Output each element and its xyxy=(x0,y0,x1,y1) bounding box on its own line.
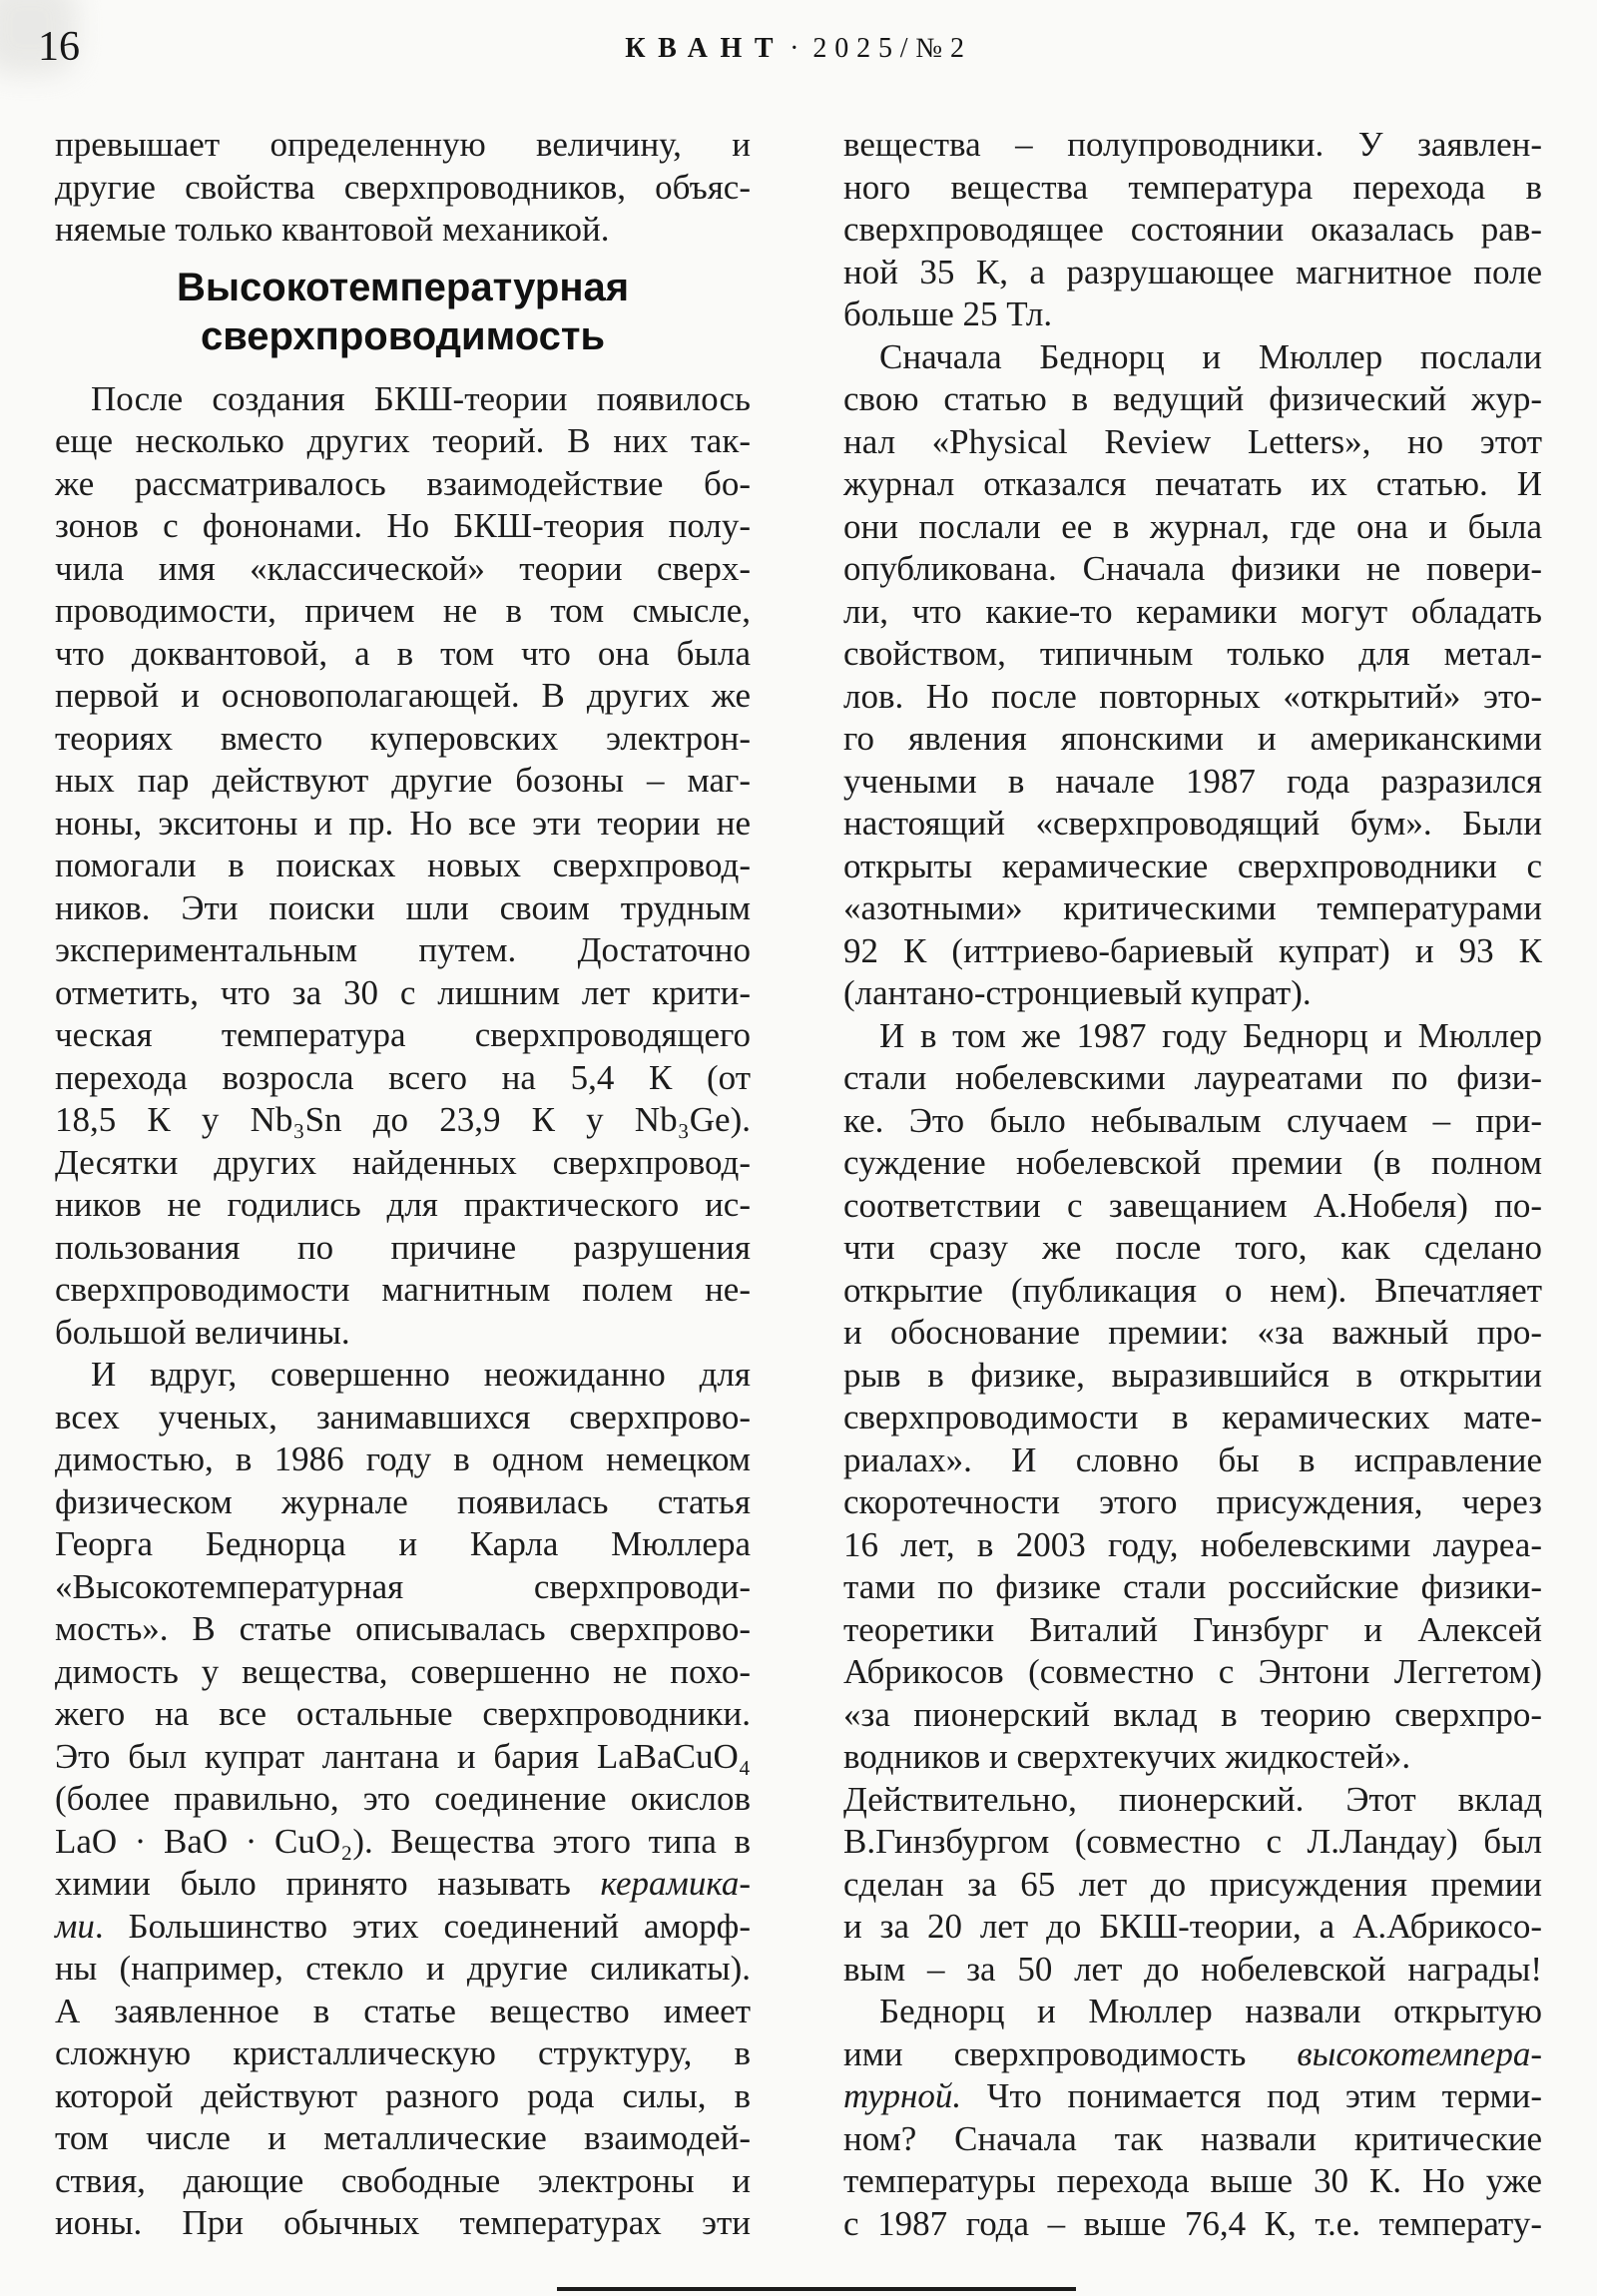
text-line xyxy=(843,1100,1542,1143)
paragraph xyxy=(843,1015,1542,1992)
text-line xyxy=(843,548,1542,591)
text-line xyxy=(55,420,751,463)
text-run: которой действуют разного рода силы, в xyxy=(55,2075,751,2115)
text-run: «Высокотемпературная сверхпроводи- xyxy=(55,1566,751,1606)
text-line xyxy=(843,761,1542,804)
text-line xyxy=(55,2075,751,2118)
text-line xyxy=(55,972,751,1015)
text-line xyxy=(55,1481,751,1524)
text-line xyxy=(55,124,751,167)
text-line xyxy=(55,1312,751,1355)
text-line xyxy=(55,803,751,846)
text-run: свойством, типичным только для метал- xyxy=(843,634,1542,673)
text-line xyxy=(843,336,1542,379)
text-run: вещества – полупроводники. У заявлен- xyxy=(843,125,1542,164)
text-line xyxy=(55,463,751,506)
text-run: А заявленное в статье вещество имеет xyxy=(55,1991,751,2030)
text-run: го явления японскими и американскими xyxy=(843,719,1542,758)
text-line xyxy=(55,675,751,718)
text-run: больше 25 Тл. xyxy=(843,294,1053,333)
paragraph xyxy=(55,124,751,252)
text-run: том числе и металлические взаимодей- xyxy=(55,2118,751,2157)
text-run: отметить, что за 30 с лишним лет крити- xyxy=(55,972,751,1012)
text-line xyxy=(55,1397,751,1439)
separator-dot: · xyxy=(790,33,799,64)
text-run: зонов с фононами. Но БКШ-теория полу- xyxy=(55,506,751,545)
text-run: всех ученых, занимавшихся сверхпрово- xyxy=(55,1397,751,1436)
text-line xyxy=(55,1736,751,1779)
text-line xyxy=(843,1566,1542,1609)
text-line xyxy=(843,887,1542,930)
journal-title: КВАНТ xyxy=(625,33,787,64)
text-run: пользования по причине разрушения xyxy=(55,1227,751,1267)
text-line xyxy=(843,1312,1542,1355)
heading-line: сверхпроводимость xyxy=(200,313,606,358)
text-run: сделан за 65 лет до присуждения премии xyxy=(843,1864,1542,1904)
text-run: водников и сверхтекучих жидкостей». xyxy=(843,1737,1411,1776)
text-run: Что понимается под этим терми- xyxy=(961,2076,1542,2115)
text-line xyxy=(843,1864,1542,1907)
text-run: проводимости, причем не в том смысле, xyxy=(55,591,751,630)
text-line xyxy=(55,1991,751,2033)
text-run: ческая температура сверхпроводящего xyxy=(55,1015,751,1054)
text-line xyxy=(843,1694,1542,1737)
text-run: «за пионерский вклад в теорию сверхпро- xyxy=(843,1694,1542,1734)
text-run: LaO · BaO · CuO₂). Вещества этого типа в xyxy=(55,1821,751,1861)
text-run: нал «Physical Review Letters», но этот xyxy=(843,421,1542,461)
text-line xyxy=(55,845,751,887)
text-line xyxy=(55,1906,751,1949)
text-run: сложную кристаллическую структуру, в xyxy=(55,2033,751,2072)
text-run: перехода возросла всего на 5,4 К (от xyxy=(55,1057,751,1097)
text-line xyxy=(843,846,1542,888)
text-run: Сначала Беднорц и Мюллер послали xyxy=(879,336,1542,376)
text-line xyxy=(55,633,751,676)
text-run: Действительно, пионерский. Этот вклад xyxy=(843,1779,1542,1819)
text-run: ими сверхпроводимость xyxy=(843,2033,1298,2073)
text-line xyxy=(843,2203,1542,2246)
text-run: ны (например, стекло и другие силикаты). xyxy=(55,1949,751,1988)
text-line xyxy=(55,1057,751,1100)
text-line xyxy=(843,1609,1542,1652)
text-line xyxy=(55,1693,751,1736)
left-column xyxy=(55,124,751,2245)
text-run: ноны, экситоны и пр. Но все эти теории не xyxy=(55,803,751,843)
text-run: ников. Эти поиски шли своим трудным xyxy=(55,887,751,927)
text-line xyxy=(843,1270,1542,1313)
italic-text: турной. xyxy=(843,2076,962,2115)
text-line xyxy=(55,1354,751,1397)
text-line xyxy=(55,929,751,972)
text-run: открыты керамические сверхпроводники с xyxy=(843,846,1542,885)
text-run: первой и основополагающей. В других же xyxy=(55,676,751,715)
text-run: сверхпроводимости магнитным полем не- xyxy=(55,1270,751,1309)
text-run: и за 20 лет до БКШ-теории, а А.Абрикосо- xyxy=(843,1907,1542,1946)
page-number: 16 xyxy=(38,24,80,70)
text-run: лов. Но после повторных «открытий» это- xyxy=(843,676,1542,716)
text-line xyxy=(55,718,751,761)
text-run: ников не годились для практического ис- xyxy=(55,1185,751,1224)
text-run: ионы. При обычных температурах эти xyxy=(55,2203,751,2242)
text-line xyxy=(55,1863,751,1906)
text-run: димостью, в 1986 году в одном немецком xyxy=(55,1439,751,1478)
text-run: учеными в начале 1987 года разразился xyxy=(843,761,1542,801)
paragraph xyxy=(55,1354,751,2245)
text-run: чти сразу же после того, как сделано xyxy=(843,1228,1542,1267)
text-line xyxy=(55,1142,751,1185)
text-run: чила имя «классической» теории сверх- xyxy=(55,548,751,588)
text-run: вым – за 50 лет до нобелевской награды! xyxy=(843,1949,1542,1989)
text-line xyxy=(55,1184,751,1227)
text-line xyxy=(55,167,751,210)
text-run: ствия, дающие свободные электроны и xyxy=(55,2160,751,2200)
text-run: помогали в поисках новых сверхпровод- xyxy=(55,846,751,884)
paragraph xyxy=(843,336,1542,1015)
text-run: свою статью в ведущий физический жур- xyxy=(843,379,1542,418)
italic-text: ми xyxy=(55,1906,95,1946)
text-line xyxy=(55,1608,751,1651)
text-line xyxy=(55,2160,751,2203)
text-run: скоротечности этого присуждения, через xyxy=(843,1482,1542,1521)
text-run: ке. Это было небывалым случаем – при- xyxy=(843,1100,1542,1140)
text-run: жего на все остальные сверхпроводники. xyxy=(55,1694,751,1733)
text-line xyxy=(55,2117,751,2160)
text-line xyxy=(843,1651,1542,1694)
text-run: (лантано-стронциевый купрат). xyxy=(843,973,1312,1012)
text-line xyxy=(55,1523,751,1566)
text-run: еще несколько других теорий. В них так- xyxy=(55,421,751,460)
text-line xyxy=(843,1736,1542,1779)
text-line xyxy=(843,591,1542,634)
text-run: «азотными» критическими температурами xyxy=(843,888,1542,927)
text-line xyxy=(843,1524,1542,1567)
text-line xyxy=(843,1906,1542,1949)
text-run: стали нобелевскими лауреатами по физи- xyxy=(843,1058,1542,1097)
text-run: ного вещества температура перехода в xyxy=(843,167,1542,207)
text-run: димость у вещества, совершенно не похо- xyxy=(55,1651,751,1691)
text-line xyxy=(55,378,751,421)
text-run: ной 35 К, а разрушающее магнитное поле xyxy=(843,252,1542,291)
text-line xyxy=(55,1438,751,1481)
text-line xyxy=(843,1057,1542,1100)
text-line xyxy=(55,548,751,591)
page-bottom-rule xyxy=(557,2287,1076,2291)
text-run: тами по физике стали российские физики- xyxy=(843,1567,1542,1606)
text-run: риалах». И словно бы в исправление xyxy=(843,1439,1542,1479)
text-line xyxy=(843,252,1542,294)
page-header xyxy=(0,22,1597,82)
text-run: теоретики Виталий Гинзбург и Алексей xyxy=(843,1609,1542,1649)
text-run: 92 К (иттриево-бариевый купрат) и 93 К xyxy=(843,930,1542,970)
text-run: И вдруг, совершенно неожиданно для xyxy=(91,1355,751,1394)
section-heading xyxy=(55,264,751,361)
text-line xyxy=(55,1014,751,1057)
text-run: и обоснование премии: «за важный про- xyxy=(843,1313,1542,1352)
text-run: ли, что какие-то керамики могут обладать xyxy=(843,591,1542,631)
text-run: другие свойства сверхпроводников, объяс- xyxy=(55,167,751,207)
text-run: экспериментальным путем. Достаточно xyxy=(55,930,751,969)
text-run: Это был купрат лантана и бария LaBaCuO₄ xyxy=(55,1736,751,1776)
text-line xyxy=(55,1269,751,1312)
text-run: Десятки других найденных сверхпровод- xyxy=(55,1142,751,1182)
text-line xyxy=(55,1651,751,1694)
text-line xyxy=(843,1355,1542,1398)
text-run: превышает определенную величину, и xyxy=(55,125,751,164)
text-line xyxy=(843,972,1542,1015)
paragraph xyxy=(55,378,751,1355)
text-line xyxy=(843,2033,1542,2076)
text-run: журнал отказался печатать их статью. И xyxy=(843,464,1542,503)
text-line xyxy=(55,1778,751,1821)
text-line xyxy=(55,1099,751,1142)
text-run: После создания БКШ-теории появилось xyxy=(91,378,751,418)
text-run: теориях вместо куперовских электрон- xyxy=(55,718,751,758)
text-line xyxy=(843,378,1542,421)
text-run: настоящий «сверхпроводящий бум». Были xyxy=(843,804,1542,843)
text-line xyxy=(843,633,1542,676)
text-run: Абрикосов (совместно с Энтони Леггетом) xyxy=(843,1652,1542,1691)
text-line xyxy=(843,1185,1542,1228)
text-line xyxy=(843,209,1542,252)
paragraph xyxy=(843,124,1542,336)
text-run: химии было принято называть xyxy=(55,1864,601,1903)
text-run: ном? Сначала так назвали критические xyxy=(843,2118,1542,2158)
text-run: . Большинство этих соединений аморф- xyxy=(94,1906,751,1946)
italic-text: керамика- xyxy=(600,1864,751,1903)
text-line xyxy=(55,1566,751,1609)
text-run: ных пар действуют другие бозоны – маг- xyxy=(55,761,751,800)
text-line xyxy=(55,505,751,548)
issue-label: 2025/№2 xyxy=(812,33,972,64)
text-line xyxy=(843,930,1542,973)
text-run: И в том же 1987 году Беднорц и Мюллер xyxy=(879,1015,1542,1055)
right-column xyxy=(843,124,1542,2245)
text-line xyxy=(843,506,1542,549)
paragraph xyxy=(843,1991,1542,2245)
text-run: Беднорц и Мюллер назвали открытую xyxy=(879,1992,1542,2030)
text-line xyxy=(55,2202,751,2245)
text-line xyxy=(55,590,751,633)
text-line xyxy=(843,124,1542,167)
text-run: с 1987 года – выше 76,4 К, т.е. температу- xyxy=(843,2203,1542,2243)
text-line xyxy=(843,1991,1542,2033)
text-line xyxy=(843,676,1542,719)
text-run: что доквантовой, а в том что она была xyxy=(55,633,751,673)
text-run: же рассматривалось взаимодействие бо- xyxy=(55,463,751,503)
text-line xyxy=(843,167,1542,210)
text-run: 18,5 К у Nb₃Sn до 23,9 К у Nb₃Ge). xyxy=(55,1100,751,1139)
text-run: температуры перехода выше 30 К. Но уже xyxy=(843,2161,1542,2200)
text-line xyxy=(55,209,751,252)
text-line xyxy=(55,1821,751,1864)
text-run: открытие (публикация о нем). Впечатляет xyxy=(843,1270,1542,1310)
text-run: соответствии с завещанием А.Нобеля) по- xyxy=(843,1185,1542,1225)
text-line xyxy=(843,1949,1542,1992)
text-line xyxy=(843,1779,1542,1822)
text-run: няемые только квантовой механикой. xyxy=(55,210,610,249)
text-line xyxy=(843,2160,1542,2203)
text-run: Георга Беднорца и Карла Мюллера xyxy=(55,1524,751,1563)
text-run: В.Гинзбургом (совместно с Л.Ландау) был xyxy=(843,1822,1542,1861)
text-line xyxy=(55,760,751,803)
text-run: сверхпроводящее состоянии оказалась рав- xyxy=(843,210,1542,249)
text-line xyxy=(843,463,1542,506)
text-run: опубликована. Сначала физики не повери- xyxy=(843,549,1542,588)
heading-line: Высокотемпературная xyxy=(176,265,630,309)
text-line xyxy=(843,1227,1542,1270)
text-line xyxy=(843,293,1542,336)
text-run: рыв в физике, выразившийся в открытии xyxy=(843,1355,1542,1395)
text-line xyxy=(843,1821,1542,1864)
text-line xyxy=(55,1227,751,1270)
italic-text: высокотемпера- xyxy=(1297,2033,1542,2073)
text-line xyxy=(843,1481,1542,1524)
text-line xyxy=(843,718,1542,761)
text-run: суждение нобелевской премии (в полном xyxy=(843,1143,1542,1182)
text-run: большой величины. xyxy=(55,1312,350,1352)
text-line xyxy=(843,1142,1542,1185)
text-line xyxy=(843,1015,1542,1058)
text-line xyxy=(843,421,1542,464)
text-line xyxy=(843,2075,1542,2118)
text-run: 16 лет, в 2003 году, нобелевскими лауреа- xyxy=(843,1524,1542,1564)
text-line xyxy=(55,887,751,930)
text-run: сверхпроводимости в керамических мате- xyxy=(843,1398,1542,1436)
text-line xyxy=(843,1397,1542,1439)
text-run: мость». В статье описывалась сверхпрово- xyxy=(55,1609,751,1648)
text-line xyxy=(55,2032,751,2075)
text-run: они послали ее в журнал, где она и была xyxy=(843,506,1542,546)
text-line xyxy=(55,1948,751,1991)
text-line xyxy=(843,1439,1542,1482)
running-head xyxy=(0,32,1597,66)
text-line xyxy=(843,2118,1542,2161)
text-line xyxy=(843,803,1542,846)
text-run: физическом журнале появилась статья xyxy=(55,1481,751,1521)
text-run: (более правильно, это соединение окислов xyxy=(55,1779,751,1818)
